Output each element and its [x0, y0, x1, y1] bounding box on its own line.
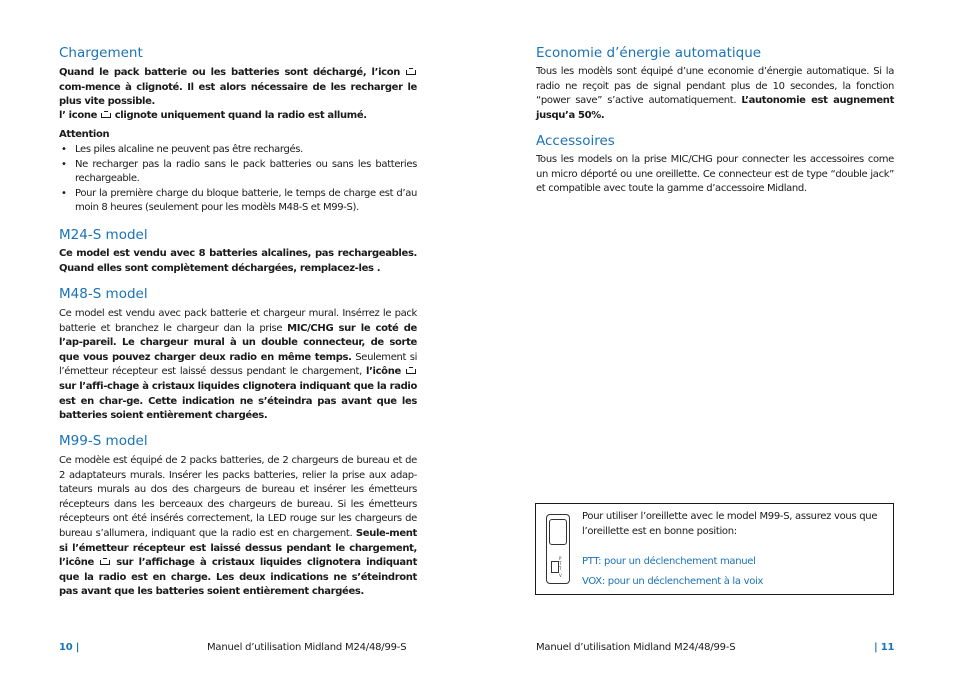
footer-title-right: Manuel d’utilisation Midland M24/48/99-S — [536, 642, 736, 653]
earpiece-note-box — [535, 503, 894, 595]
radio-label: P — [559, 556, 562, 561]
list-item: • Pour la première charge du bloque batterie, le temps de charge est d’au moin 8 heures (seulement pour les modèls M48-S et M99-S). — [61, 187, 417, 214]
radio-screen — [549, 519, 567, 545]
economie-body: Tous les modèls sont équipé d’une economie d’énergie automatique. Si la radio ne reçoit pas de signal pendant plus de 10 secondes, la fonction “power save” s’active automatiquement. L’autonomie est augnement jusqu’a 50%. — [536, 66, 894, 121]
chargement-blink-note — [59, 109, 417, 124]
earpiece-note-text: Pour utiliser l’oreillette avec le model M99-S, assurez vous que l’oreillette est en bonne position: — [582, 511, 878, 537]
vox-label: VOX: pour un déclenchement à la voix — [582, 576, 764, 587]
m24-body: Ce model est vendu avec 8 batteries alcalines, pas rechargeables. Quand elles sont complètement déchargées, remplacez-les . — [59, 248, 417, 274]
radio-switch — [551, 561, 562, 573]
page-number-left: 10 | — [59, 642, 80, 653]
heading-m48: M48-S model — [59, 286, 148, 302]
attention-list — [59, 143, 417, 216]
heading-m99: M99-S model — [59, 433, 148, 449]
battery-icon — [406, 70, 416, 75]
page-number-right: | 11 — [874, 642, 895, 653]
m99-body: Ce modèle est équipé de 2 packs batteries, de 2 chargeurs de bureau et de 2 adaptateurs murals. Insérer les packs batteries, relier la prise aux adap-tateurs murals au dos des chargeurs de bureau et insérer les émetteurs récepteurs dans les berceaux des chargeurs de bureau. Si les émetteurs récepteurs ont été insérés correctement, la LED rouge sur les chargeurs de bureau s’allumera, indiquant que la radio est en chargement. Seule-ment si l’émetteur récepteur est laissé dessus pendant le chargement, l’icône sur l’affichage à cristaux liquides clignotera indiquant que la radio est en charge. Les deux indications ne s’éteindront pas avant que les batteries soient entièrement chargées. — [59, 455, 417, 598]
list-item: • Ne recharger pas la radio sans le pack batteries ou sans les batteries rechargeable. — [61, 158, 417, 185]
attention-label: Attention — [59, 129, 110, 140]
heading-accessoires: Accessoires — [536, 133, 615, 149]
blink-text-b: clignote uniquement quand la radio est allumé. — [114, 110, 367, 121]
heading-m24: M24-S model — [59, 227, 148, 243]
m48-body: Ce model est vendu avec pack batterie et chargeur mural. Insérrez le pack batterie et branchez le chargeur dan la prise MIC/CHG sur le coté de l’ap-pareil. Le chargeur mural à un double connecteur, de sorte que vous pouvez charger deux radio en même temps. Seulement si l’émetteur récepteur est laissé dessus pendant le chargement, l’icône sur l’affi-chage à cristaux liquides clignotera indiquant que la radio est en char-ge. Cette indication ne s’éteindra pas avant que les batteries soient entièrement chargées. — [59, 308, 418, 422]
radio-label: V — [559, 573, 562, 578]
radio-label: T — [559, 566, 562, 571]
accessoires-body: Tous les models on la prise MIC/CHG pour connecter les accessoires come un micro déporté ou une oreillette. Ce connecteur est de type “double jack” et compatible avec toute la gamme d’accessoire Midland. — [536, 154, 894, 195]
footer-title-left: Manuel d’utilisation Midland M24/48/99-S — [207, 642, 407, 653]
ptt-label: PTT: pour un déclenchement manuel — [582, 556, 756, 567]
battery-icon — [100, 560, 110, 565]
radio-illustration — [546, 514, 570, 584]
warning-text-a: Quand le pack batterie ou les batteries sont déchargé, l’icon — [59, 67, 401, 78]
list-item: • Les piles alcaline ne peuvent pas être rechargés. — [61, 144, 303, 155]
battery-icon — [406, 369, 416, 374]
chargement-warning — [59, 66, 417, 110]
radio-label: T — [559, 561, 562, 566]
battery-icon — [101, 113, 111, 118]
blink-text-a: l’ icone — [59, 110, 98, 121]
heading-economie: Economie d’énergie automatique — [536, 45, 762, 61]
heading-chargement: Chargement — [59, 45, 143, 61]
warning-text-b: com-mence à clignoté. Il est alors nécessaire de les recharger le plus vite possible. — [59, 81, 417, 108]
